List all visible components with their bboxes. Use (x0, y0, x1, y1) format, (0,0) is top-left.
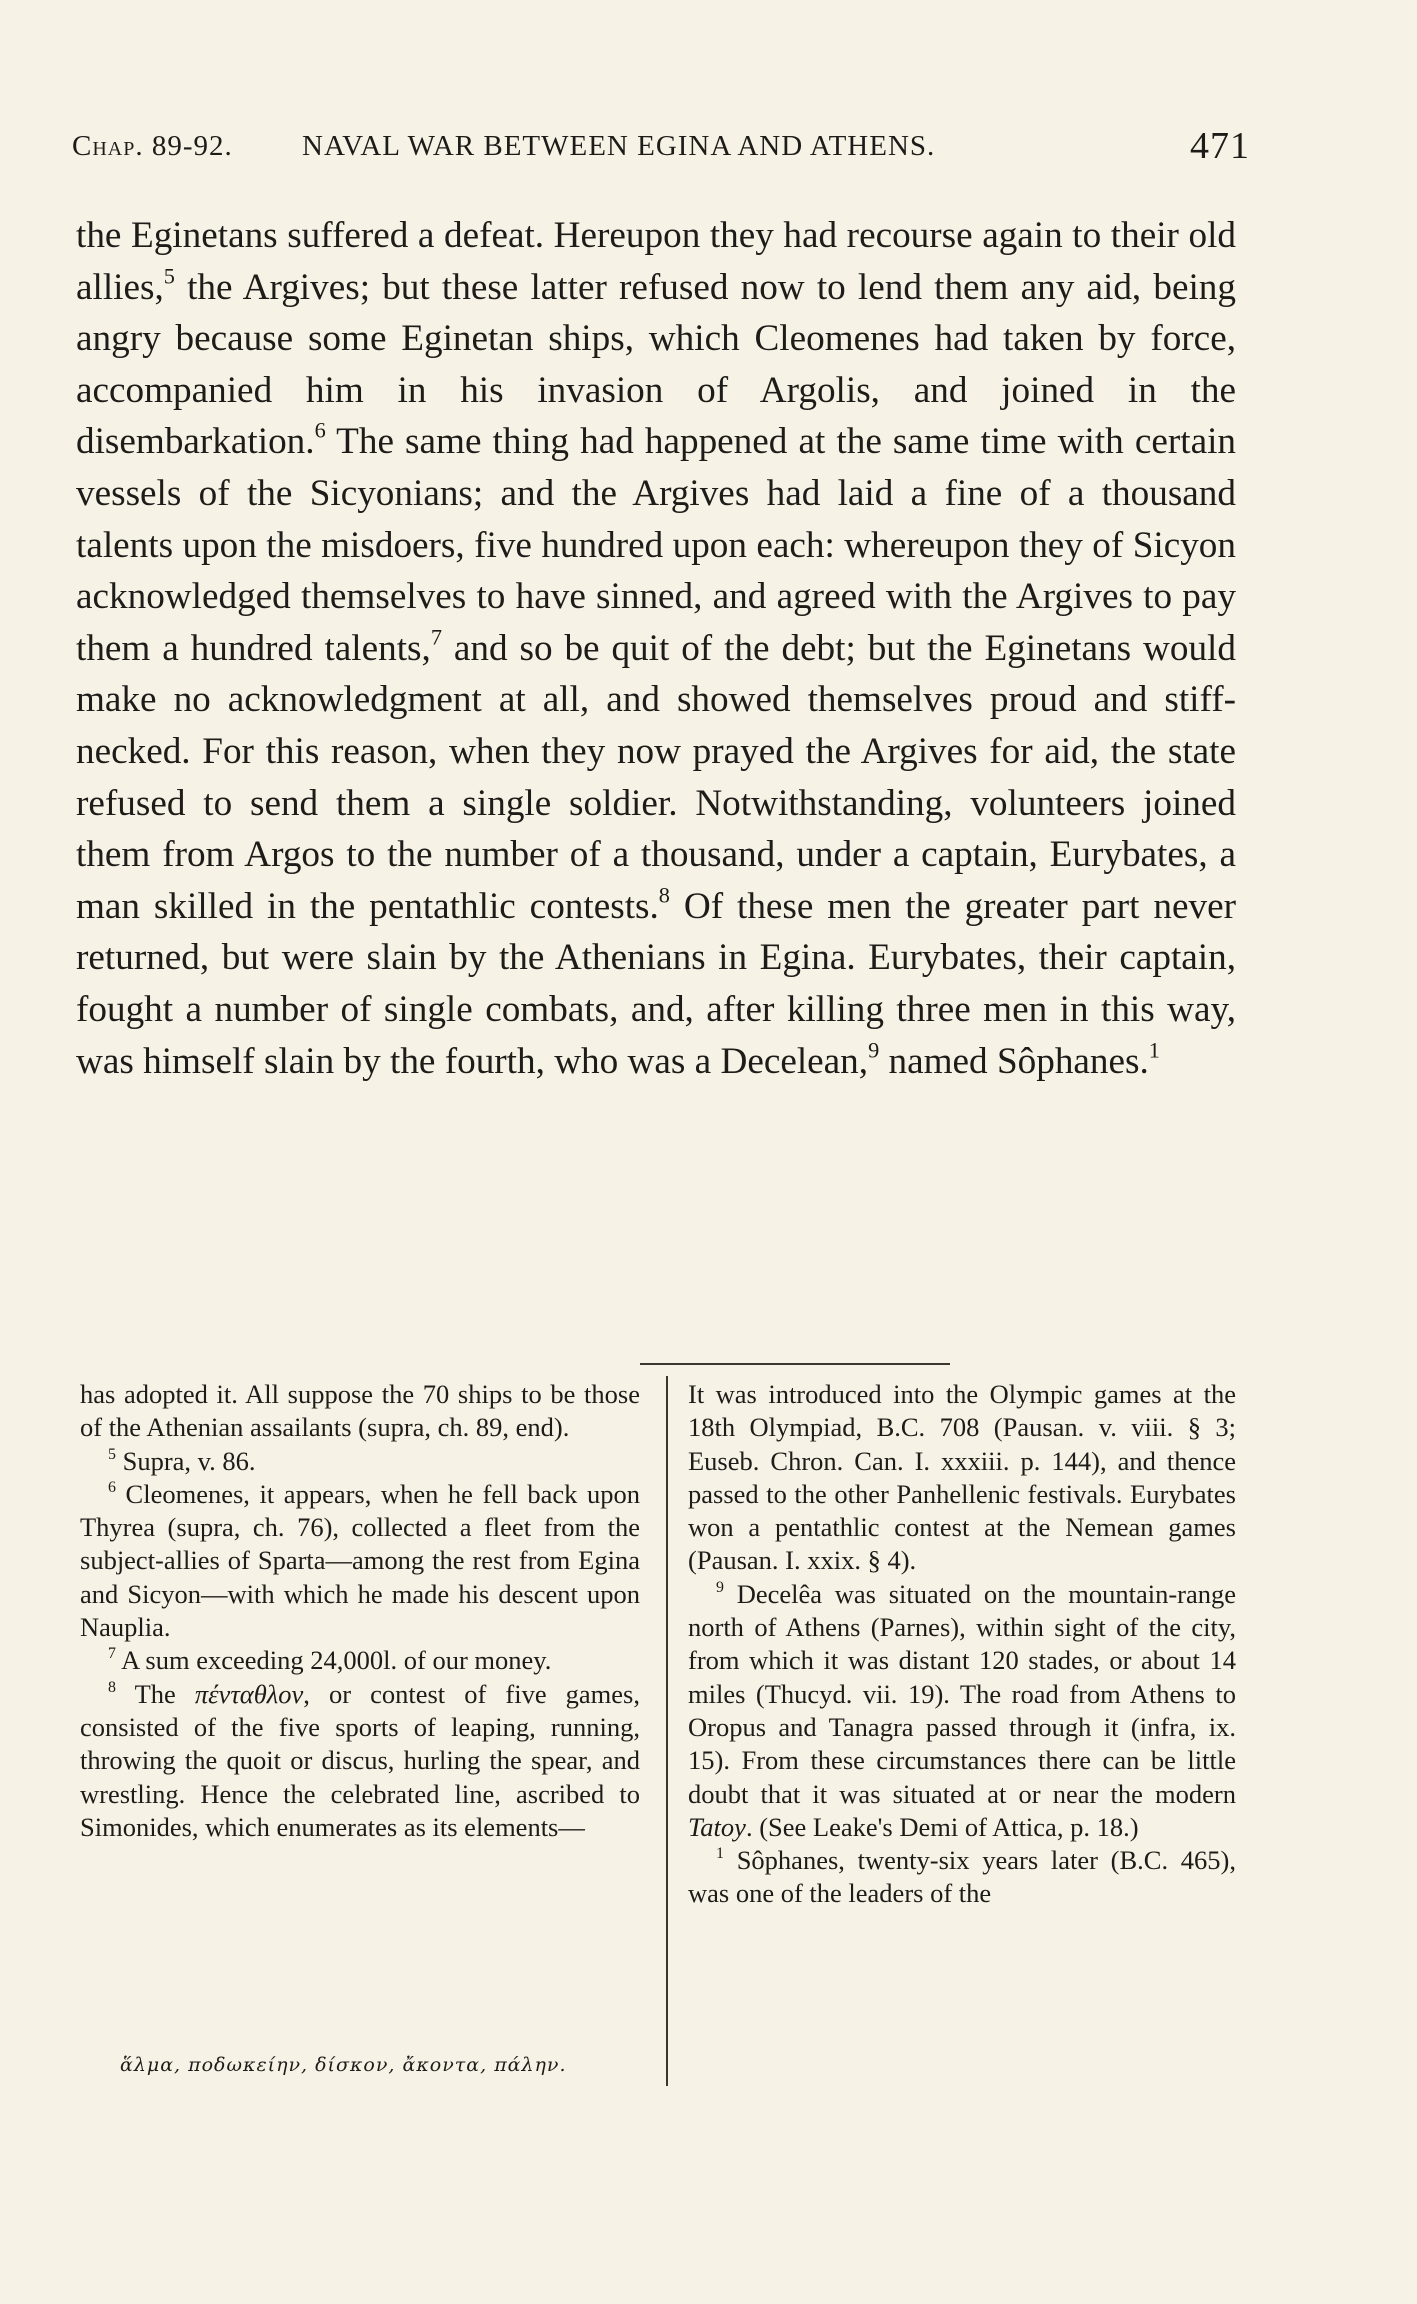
footnote-continuation: has adopted it. All suppose the 70 ships to be those of the Athenian assailants (supra, ch. 89, end). (80, 1379, 640, 1443)
footnote-text: Sôphanes, twenty-six years later (B.C. 465), was one of the leaders of the (688, 1845, 1237, 1909)
footnote-5 (80, 1445, 640, 1478)
footnote-number: 1 (716, 1845, 724, 1863)
footnote-text: Supra, v. 86. (122, 1445, 256, 1476)
chapter-reference: Chap. 89-92. (72, 130, 233, 162)
footnotes-right-column (688, 1378, 1236, 1911)
running-title: NAVAL WAR BETWEEN EGINA AND ATHENS. (302, 130, 936, 162)
footnote-text: The (134, 1678, 195, 1709)
footnote-text: Decelêa was situated on the mountain-range north of Athens (Parnes), within sight of the city, from which it was distant 120 stades, or about 14 miles (Thucyd. vii. 19). The road from Athens to Oropus and Tanagra passed through it (infra, ix. 15). From these circumstances there can be little doubt that it was situated at or near the modern (688, 1578, 1237, 1809)
footnote-number: 8 (108, 1678, 116, 1696)
main-segment: the Eginetans suffered a defeat. Hereupon they had recourse again to their old allies, (76, 215, 1236, 308)
footnote-8 (80, 1678, 640, 1844)
footnote-text: A sum exceeding 24,000l. of our money. (121, 1645, 552, 1676)
main-segment: the Argives; but these latter refused now to lend them any aid, being angry because some Eginetan ships, which Cleomenes had taken by force, accompanied him in his invasion of Argolis, and joined in the disembarkation. (76, 266, 1236, 463)
main-segment: and so be quit of the debt; but the Eginetans would make no acknowledgment at all, and showed themselves proud and stiff-necked. For this reason, when they now prayed the Argives for aid, the state refused to send them a single soldier. Notwithstanding, volunteers joined them from Argos to the number of a thousand, under a captain, Eurybates, a man skilled in the pentathlic contests. (76, 627, 1236, 927)
page-number: 471 (1190, 125, 1250, 167)
footnote-number: 5 (108, 1445, 116, 1463)
main-segment: The same thing had happened at the same time with certain vessels of the Sicyonians; and the Argives had laid a fine of a thousand talents upon the misdoers, five hundred upon each: whereupon they of Sicyon acknowledged themselves to have sinned, and agreed with the Argives to pay them a hundred talents, (76, 421, 1236, 669)
greek-term: πένταθλον (194, 1678, 304, 1709)
footnote-ref: 9 (868, 1036, 880, 1062)
footnote-9 (688, 1578, 1236, 1844)
main-text (76, 210, 1236, 1087)
footnote-6 (80, 1478, 640, 1644)
footnote-text: , or contest of five games, consisted of the five sports of leaping, running, throwing the quoit or discus, hurling the spear, and wrestling. Hence the celebrated line, ascribed to Simonides, which enumerates as its elements— (80, 1678, 640, 1842)
footnote-ref: 7 (430, 624, 442, 650)
footnote-number: 9 (716, 1578, 724, 1596)
footnote-text: Cleomenes, it appears, when he fell back upon Thyrea (supra, ch. 76), collected a fleet from the subject-allies of Sparta—among the rest from Egina and Sicyon—with which he made his descent upon Nauplia. (80, 1478, 641, 1643)
footnote-text: . (See Leake's Demi of Attica, p. 18.) (745, 1811, 1139, 1842)
main-paragraph (76, 210, 1236, 1087)
footnote-number: 7 (108, 1645, 116, 1663)
main-segment: Of these men the greater part never returned, but were slain by the Athenians in Egina. Eurybates, their captain, fought a number of single combats, and, after killing three men in this way, was himself slain by the fourth, who was a Decelean, (76, 885, 1236, 1082)
footnote-ref: 5 (163, 262, 175, 288)
running-header (72, 124, 1250, 168)
footnote-ref: 1 (1148, 1036, 1160, 1062)
footnote-ref: 8 (658, 882, 670, 908)
footnote-divider (640, 1363, 950, 1365)
footnote-continuation: It was introduced into the Olympic games at the 18th Olympiad, B.C. 708 (Pausan. v. viii. § 3; Euseb. Chron. Can. I. xxxiii. p. 144), and thence passed to the other Panhellenic festivals. Eurybates won a pentathlic contest at the Nemean games (Pausan. I. xxix. § 4). (688, 1379, 1236, 1576)
column-divider (666, 1376, 668, 2086)
greek-verse-line: ἅλμα, ποδωκείην, δίσκον, ἄκοντα, πάλην. (120, 2054, 567, 2076)
footnotes-left-column (80, 1378, 640, 1844)
footnote-ref: 6 (314, 417, 326, 443)
place-name: Tatoy (688, 1811, 746, 1842)
main-segment: named Sôphanes. (879, 1040, 1149, 1082)
footnote-1 (688, 1844, 1236, 1911)
footnote-7 (80, 1644, 640, 1677)
footnote-number: 6 (108, 1478, 116, 1496)
